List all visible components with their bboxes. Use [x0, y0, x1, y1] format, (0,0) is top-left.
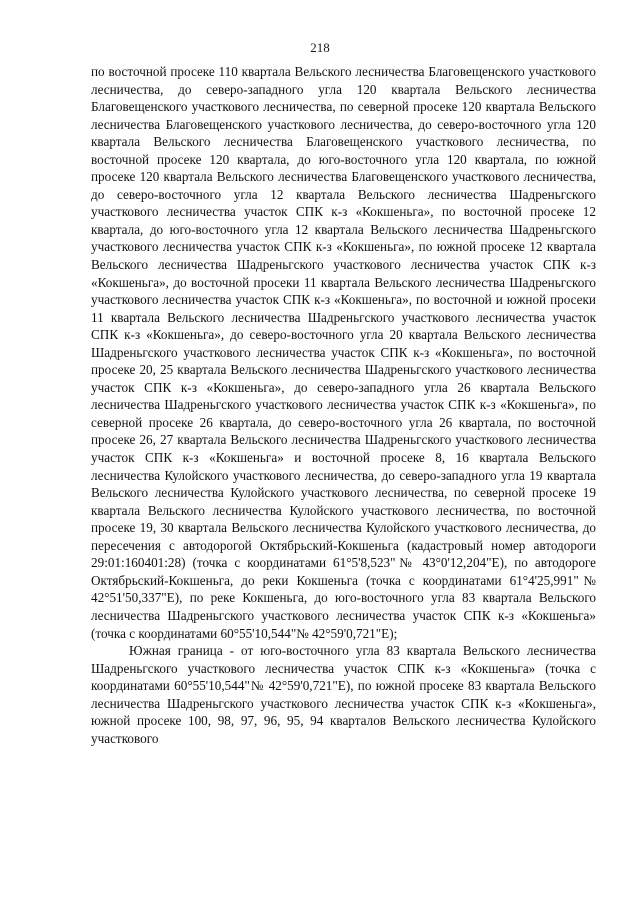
document-body	[91, 63, 596, 747]
paragraph-southern-boundary: Южная граница - от юго-восточного угла 83 квартала Вельского лесничества Шадреньгского участкового лесничества участок СПК к-з «Кокшеньга» (точка с координатами 60°55'10,544"№ 42°59'0,721"E), по южной просеке 83 квартала Вельского лесничества Шадреньгского участкового лесничества участок СПК к-з «Кокшеньга», южной просеке 100, 98, 97, 96, 95, 94 кварталов Вельского лесничества Кулойского участкового	[91, 643, 596, 746]
page-number: 218	[310, 40, 330, 55]
paragraph-boundary-continuation: по восточной просеке 110 квартала Вельского лесничества Благовещенского участкового лесничества, до северо-западного угла 120 квартала Вельского лесничества Благовещенского участкового лесничества, по северной просеке 120 квартала Вельского лесничества Благовещенского участкового лесничества, до северо-восточного угла 120 квартала Вельского лесничества Благовещенского участкового лесничества, по восточной просеке 120 квартала, до юго-восточного угла 120 квартала, по южной просеке 120 квартала Вельского лесничества Благовещенского участкового лесничества, до северо-восточного угла 12 квартала Вельского лесничества Шадреньгского участкового лесничества участок СПК к-з «Кокшеньга», по восточной просеке 12 квартала, до юго-восточного угла 12 квартала Вельского лесничества Шадреньгского участкового лесничества участок СПК к-з «Кокшеньга», по южной просеке 12 квартала Вельского лесничества Шадреньгского участкового лесничества участок СПК к-з «Кокшеньга», до восточной просеки 11 квартала Вельского лесничества Шадреньгского участкового лесничества участок СПК к-з «Кокшеньга», по восточной и южной просеки 11 квартала Вельского лесничества Шадреньгского участкового лесничества участок СПК к-з «Кокшеньга», до северо-восточного угла 20 квартала Вельского лесничества Шадреньгского участкового лесничества участок СПК к-з «Кокшеньга», по восточной просеке 20, 25 квартала Вельского лесничества Шадреньгского участкового лесничества участок СПК к-з «Кокшеньга», до северо-западного угла 26 квартала Вельского лесничества Шадреньгского участкового лесничества участок СПК к-з «Кокшеньга», по северной просеке 26 квартала, до северо-восточного угла 26 квартала, по восточной просеке 26, 27 квартала Вельского лесничества Шадреньгского участкового лесничества участок СПК к-з «Кокшеньга» и восточной просеке 8, 16 квартала Вельского лесничества Кулойского участкового лесничества, до северо-западного угла 19 квартала Вельского лесничества Кулойского участкового лесничества, по северной просеке 19 квартала Вельского лесничества Кулойского участкового лесничества, по восточной просеке 19, 30 квартала Вельского лесничества Кулойского участкового лесничества, до пересечения с автодорогой Октябрьский-Кокшеньга (кадастровый номер автодороги 29:01:160401:28) (точка с координатами 61°5'8,523"№ 43°0'12,204"E), по автодороге Октябрьский-Кокшеньга, до реки Кокшеньга (точка с координатами 61°4'25,991"№ 42°51'50,337"E), по реке Кокшеньга, до юго-восточного угла 83 квартала Вельского лесничества Шадреньгского участкового лесничества участок СПК к-з «Кокшеньга» (точка с координатами 60°55'10,544"№ 42°59'0,721"E);	[91, 64, 596, 641]
